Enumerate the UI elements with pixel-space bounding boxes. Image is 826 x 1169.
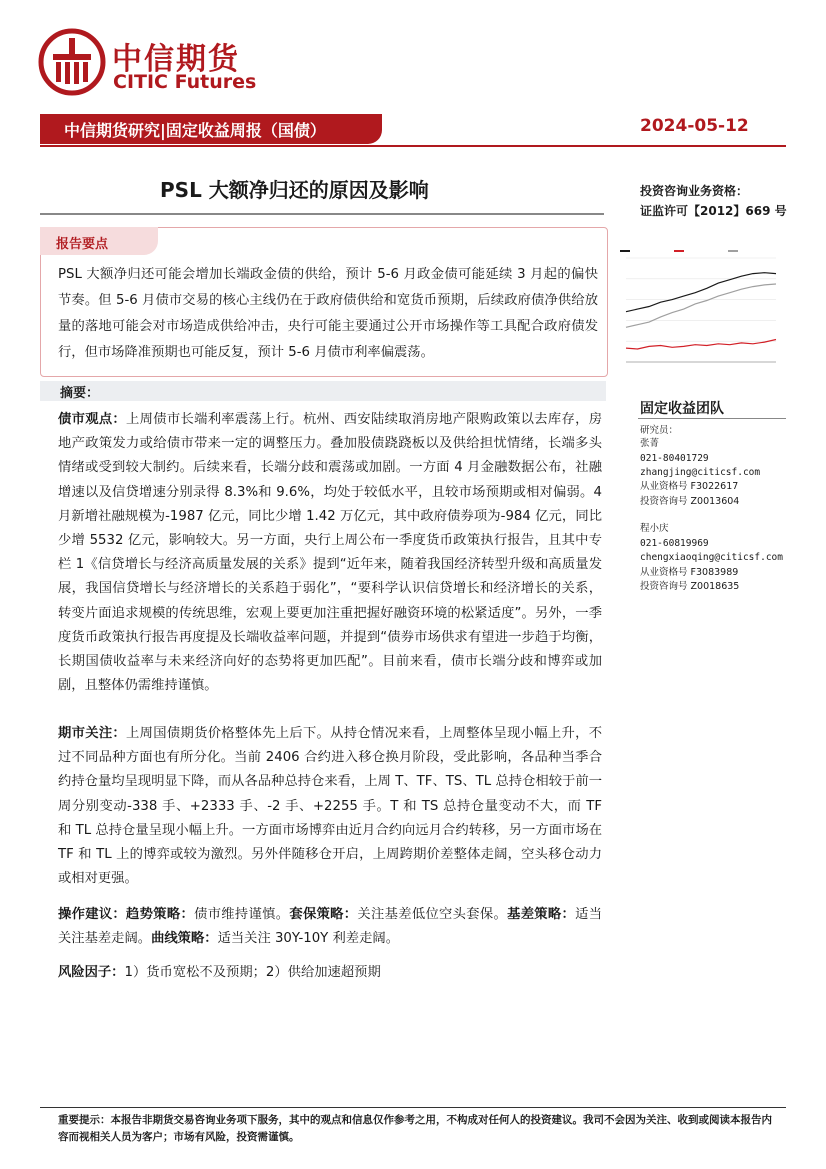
team-title: 固定收益团队 (640, 401, 724, 417)
citic-logo-icon (38, 28, 106, 96)
summary-text: PSL 大额净归还可能会增加长端政金债的供给，预计 5-6 月政金债可能延续 3 月起的偏快节奏。但 5-6 月债市交易的核心主线仍在于政府债供给和宽货币预期，后续政府债净供给放量的落地可能会对市场造成供给冲击，央行可能主要通过公开市场操作等工具配合政府债发行，但市场降准预期也可能反复，预计 5-6 月债市利率偏震荡。 (58, 267, 598, 360)
footer-divider (40, 1107, 786, 1108)
researcher-1-phone: 021-80401729 (640, 453, 709, 464)
report-title: PSL 大额净归还的原因及影响 (160, 178, 429, 202)
disclaimer-text: 重要提示：本报告非期货交易咨询业务项下服务，其中的观点和信息仅作参考之用，不构成对任何人的投资建议。我司不会因为关注、收到或阅读本报告内容而视相关人员为客户；市场有风险，投资需谨慎。 (58, 1114, 772, 1143)
bond-price-chart (616, 230, 786, 376)
bond-market-view-paragraph (58, 408, 602, 698)
basis-strategy-heading: 基差策略： (507, 907, 576, 922)
abstract-label-bar (40, 381, 606, 401)
researcher-1-email: zhangjing@citicsf.com (640, 467, 761, 478)
bond-market-view-heading: 债市观点： (58, 412, 127, 427)
researcher-1-license: 从业资格号 F3022617 (640, 481, 739, 492)
qualification-line-1: 投资咨询业务资格： (640, 184, 749, 198)
futures-focus-text: 上周国债期货价格整体先上后下。从持仓情况来看，上周整体呈现小幅上升，不过不同品种方面也有所分化。当前 2406 合约进入移仓换月阶段，受此影响，各品种当季合约持仓量均呈现明显下降，而从各品种总持仓来看，上周 T、TF、TS、TL 总持仓相较于前一周分别变动-338 手、+2333 手、-2 手、+2255 手。T 和 TS 总持仓量变动不大，而 TF 和 TL 总持仓量呈现小幅上升。一方面市场博弈由近月合约向远月合约转移，另一方面市场在 TF 和 TL 上的博弈或较为激烈。另外伴随移仓开启，上周跨期价差整体走阔，空头移仓动力或相对更强。 (58, 726, 603, 887)
brand-name-cn: 中信期货 (112, 42, 240, 77)
operation-advice-paragraph (58, 903, 602, 951)
header-divider (40, 145, 786, 147)
basis-strategy-text: 适当关注基差走阔。 (58, 907, 603, 947)
researcher-2-license: 从业资格号 F3083989 (640, 567, 739, 578)
risk-factors-heading: 风险因子： (58, 965, 125, 980)
abstract-label: 摘要： (60, 386, 100, 401)
researcher-2-name: 程小庆 (640, 523, 669, 534)
hedge-strategy-text: 关注基差低位空头套保。 (357, 907, 508, 922)
researcher-2-advisory-license: 投资咨询号 Z0018635 (640, 581, 740, 592)
team-divider (638, 418, 786, 419)
curve-strategy-text: 适当关注 30Y-10Y 利差走阔。 (217, 931, 399, 947)
report-date: 2024-05-12 (640, 116, 749, 136)
report-series-label: 中信期货研究|固定收益周报（国债） (64, 121, 326, 140)
curve-strategy-heading: 曲线策略： (151, 931, 218, 947)
qualification-line-2: 证监许可【2012】669 号 (640, 204, 787, 218)
operation-advice-heading: 操作建议： (58, 907, 127, 922)
risk-factors-paragraph (58, 961, 602, 985)
researcher-1-name: 张菁 (640, 438, 660, 449)
researcher-label: 研究员： (640, 425, 679, 436)
researcher-1-advisory-license: 投资咨询号 Z0013604 (640, 496, 740, 507)
futures-focus-heading: 期市关注： (58, 726, 127, 741)
title-divider (40, 213, 604, 215)
futures-focus-paragraph (58, 722, 602, 891)
summary-label: 报告要点 (56, 237, 109, 252)
researcher-2-email: chengxiaoqing@citicsf.com (640, 552, 783, 563)
risk-factors-text: 1）货币宽松不及预期；2）供给加速超预期 (124, 965, 381, 980)
researcher-2-phone: 021-60819969 (640, 538, 709, 549)
bond-market-view-text: 上周债市长端利率震荡上行。杭州、西安陆续取消房地产限购政策以去库存，房地产政策发力或给债市带来一定的调整压力。叠加股债跷跷板以及供给担忧情绪，长端多头情绪或受到较大制约。后续来看，长端分歧和震荡或加剧。一方面 4 月金融数据公布，社融增速以及信贷增速分别录得 8.3%和 9.6%，均处于较低水平，且较市场预期或相对偏弱。4 月新增社融规模为-1987 亿元，同比少增 1.42 万亿元，其中政府债券项为-984 亿元，同比少增 5532 亿元，影响较大。另一方面，央行上周公布一季度货币政策执行报告，且其中专栏 1《信贷增长与经济高质量发展的关系》提到“近年来，随着我国经济转型升级和高质量发展，我国信贷增长与经济增长的关系趋于弱化”，“要科学认识信贷增长和经济增长的关系，转变片面追求规模的传统思维，宏观上要更加注重把握好融资环境的松紧适度”。另外，一季度货币政策执行报告再度提及长端收益率问题，并提到“债券市场供求有望进一步趋于均衡，长期国债收益率与未来经济向好的态势将更加匹配”。目前来看，债市长端分歧和博弈或加剧，且整体仍需维持谨慎。 (58, 412, 603, 694)
trend-strategy-text: 债市维持谨慎。 (194, 907, 290, 922)
trend-strategy-heading: 趋势策略： (126, 907, 195, 922)
hedge-strategy-heading: 套保策略： (289, 907, 358, 922)
brand-name-en: CITIC Futures (113, 71, 257, 93)
